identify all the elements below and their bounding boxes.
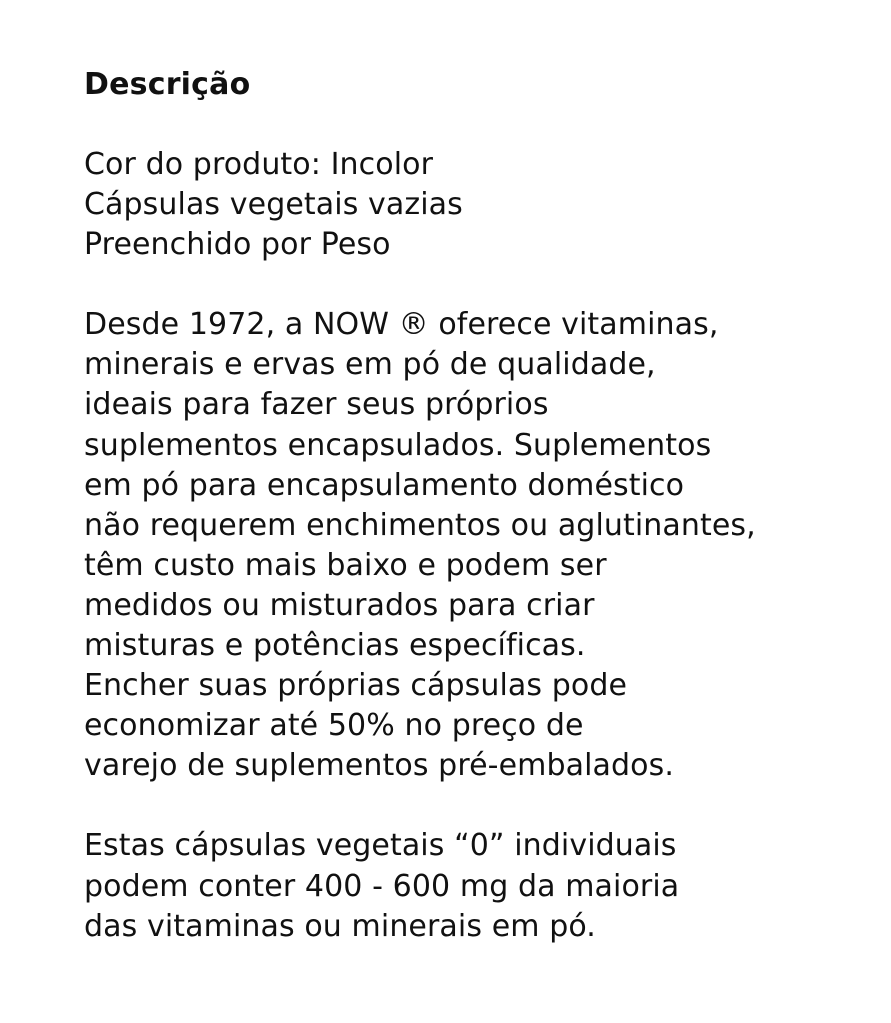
- paragraph-line: Desde 1972, a NOW ® oferece vitaminas,: [84, 307, 719, 343]
- paragraph-line: minerais e ervas em pó de qualidade,: [84, 347, 656, 383]
- spacer: [84, 786, 874, 826]
- description-heading: Descrição: [84, 67, 251, 102]
- spacer: [84, 265, 874, 305]
- description-paragraph-1: [84, 305, 874, 786]
- description-section: [84, 64, 874, 947]
- paragraph-line: varejo de suplementos pré-embalados.: [84, 748, 674, 784]
- paragraph-line: em pó para encapsulamento doméstico: [84, 467, 685, 503]
- description-paragraph-2: [84, 826, 874, 946]
- spec-fill-method: Preenchido por Peso: [84, 227, 391, 263]
- spec-color: Cor do produto: Incolor: [84, 147, 434, 182]
- paragraph-line: têm custo mais baixo e podem ser: [84, 547, 607, 583]
- paragraph-line: medidos ou misturados para criar: [84, 587, 595, 623]
- paragraph-line: Estas cápsulas vegetais “0” individuais: [84, 828, 677, 864]
- paragraph-line: suplementos encapsulados. Suplementos: [84, 427, 712, 463]
- spec-capsule-type: Cápsulas vegetais vazias: [84, 187, 463, 223]
- paragraph-line: ideais para fazer seus próprios: [84, 387, 549, 423]
- paragraph-line: podem conter 400 - 600 mg da maioria: [84, 868, 680, 904]
- paragraph-line: economizar até 50% no preço de: [84, 708, 584, 744]
- paragraph-line: das vitaminas ou minerais em pó.: [84, 908, 596, 944]
- spacer: [84, 106, 874, 145]
- product-specs: [84, 145, 874, 265]
- paragraph-line: não requerem enchimentos ou aglutinantes,: [84, 507, 756, 543]
- paragraph-line: misturas e potências específicas.: [84, 628, 586, 664]
- paragraph-line: Encher suas próprias cápsulas pode: [84, 668, 628, 704]
